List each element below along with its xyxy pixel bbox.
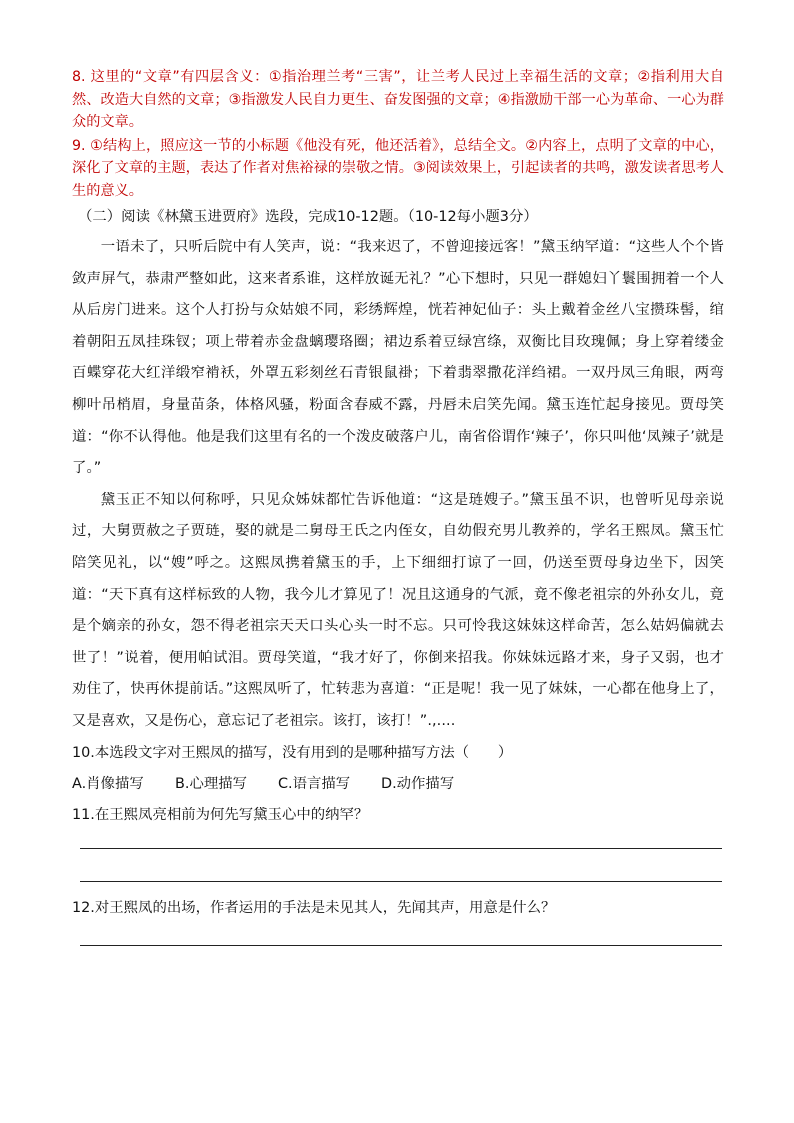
option-d: D.动作描写: [381, 775, 455, 792]
section-title: （二）阅读《林黛玉进贾府》选段，完成10-12题。（10-12每小题3分）: [78, 209, 538, 225]
answer-line-q11-1[interactable]: [80, 848, 722, 849]
passage-paragraph-1: 一语未了，只听后院中有人笑声，说：“我来迟了，不曾迎接远客！”黛玉纳罕道：“这些人个个皆敛声屏气，恭肃严整如此，这来者系谁，这样放诞无礼？”心下想时，只见一群媳妇丫鬟围拥着一个人从后房门进来。这个人打扮与众姑娘不同，彩绣辉煌，恍若神妃仙子：头上戴着金丝八宝攒珠髻，绾着朝阳五凤挂珠钗；项上带着赤金盘螭璎珞圈；裙边系着豆绿宫绦，双衡比目玫瑰佩；身上穿着缕金百蝶穿花大红洋缎窄褃袄，外罩五彩刻丝石青银鼠褂；下着翡翠撒花洋绉裙。一双丹凤三角眼，两弯柳叶吊梢眉，身量苗条，体格风骚，粉面含春威不露，丹唇未启笑先闻。黛玉连忙起身接见。贾母笑道：“你不认得他。他是我们这里有名的一个泼皮破落户儿，南省俗谓作‘辣子’，你只叫他‘凤辣子’就是了。”: [72, 239, 724, 477]
option-a: A.肖像描写: [72, 775, 144, 792]
passage-paragraph-2: 黛玉正不知以何称呼，只见众姊妹都忙告诉他道：“这是琏嫂子。”黛玉虽不识，也曾听见母亲说过，大舅贾赦之子贾琏，娶的就是二舅母王氏之内侄女，自幼假充男儿教养的，学名王熙凤。黛玉忙陪笑见礼，以“嫂”呼之。这熙凤携着黛玉的手，上下细细打谅了一回，仍送至贾母身边坐下，因笑道：“天下真有这样标致的人物，我今儿才算见了！况且这通身的气派，竟不像老祖宗的外孙女儿，竟是个嫡亲的孙女，怨不得老祖宗天天口头心头一时不忘。只可怜我这妹妹这样命苦，怎么姑妈偏就去世了！”说着，便用帕试泪。贾母笑道，“我才好了，你倒来招我。你妹妹远路才来，身子又弱，也才劝住了，快再休提前话。”这熙凤听了，忙转悲为喜道：“正是呢！我一见了妹妹，一心都在他身上了，又是喜欢，又是伤心，意忘记了老祖宗。该打，该打！”.,....: [72, 491, 724, 729]
answer-line-q11-2[interactable]: [80, 881, 722, 882]
option-c: C.语言描写: [278, 775, 351, 792]
question-11: 11.在王熙凤亮相前为何先写黛玉心中的纳罕？: [72, 806, 369, 823]
question-10-options: [72, 769, 724, 800]
document-page: [72, 66, 724, 946]
answer-8: 8. 这里的“文章”有四层含义：①指治理兰考“三害”，让兰考人民过上幸福生活的文章；②指利用大自然、改造大自然的文章；③指激发人民自力更生、奋发图强的文章；④指激励干部一心为革命、一心为群众的文章。: [72, 69, 724, 130]
option-b: B.心理描写: [175, 775, 248, 792]
question-10: 10.本选段文字对王熙凤的描写，没有用到的是哪种描写方法（ ）: [72, 744, 513, 761]
question-12: 12.对王熙凤的出场，作者运用的手法是未见其人，先闻其声，用意是什么？: [72, 899, 556, 916]
answer-9: 9. ①结构上，照应这一节的小标题《他没有死，他还活着》，总结全文。②内容上，点明了文章的中心，深化了文章的主题，表达了作者对焦裕禄的崇敬之情。③阅读效果上，引起读者的共鸣，激发读者思考人生的意义。: [72, 137, 724, 199]
answer-line-q12-1[interactable]: [80, 945, 722, 946]
